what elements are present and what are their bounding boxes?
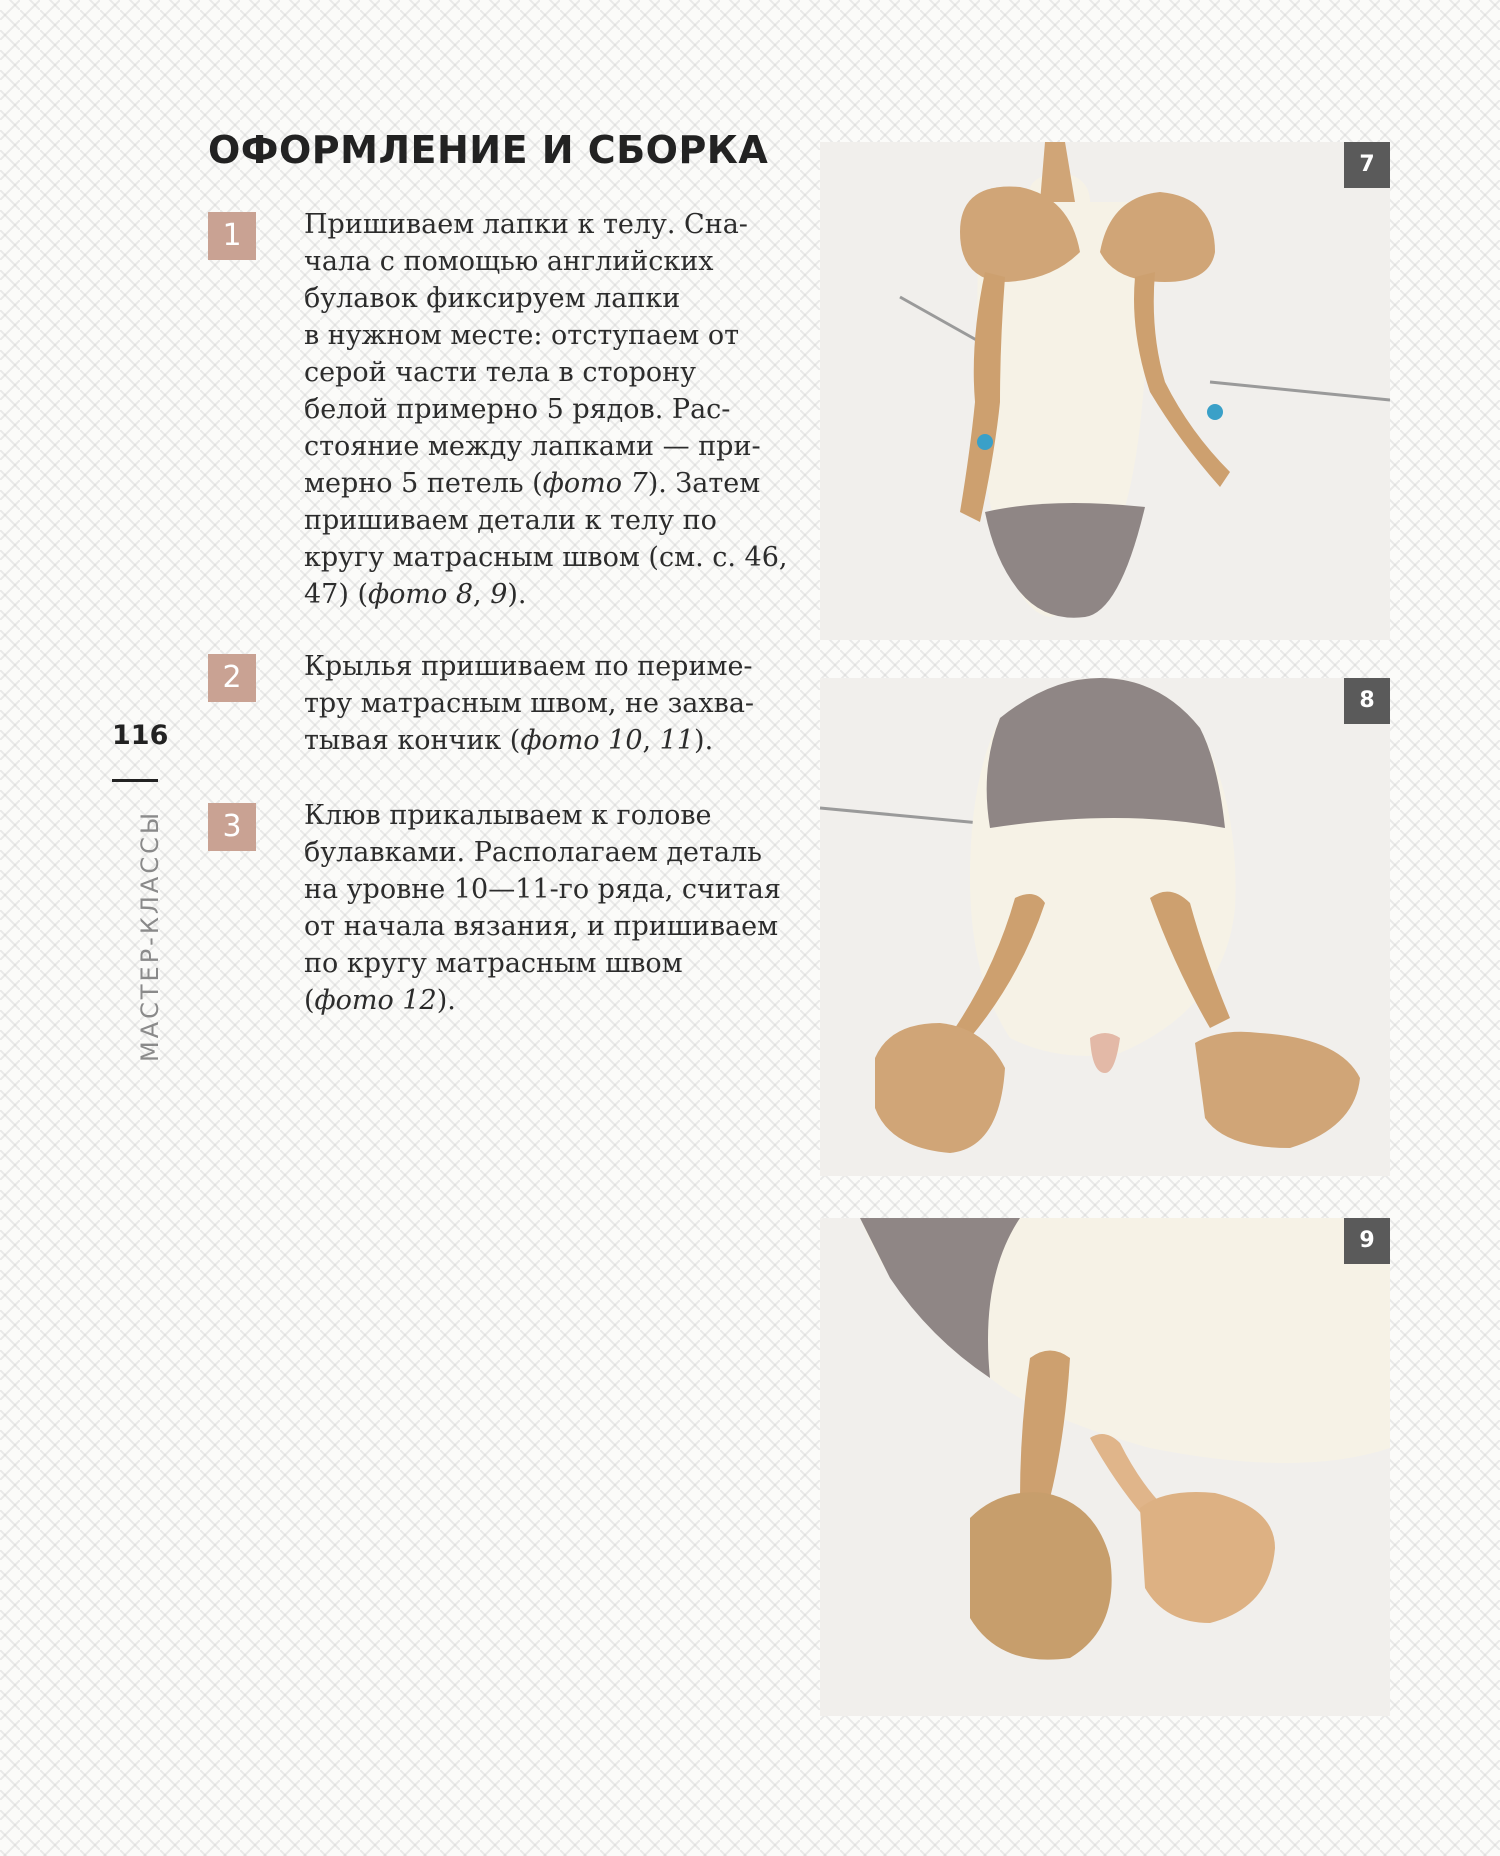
page-number: 116 [112,720,169,751]
knitted-legs-side-view-image [820,1218,1390,1716]
step-number-badge: 3 [208,803,256,851]
photo-7 [820,142,1390,640]
knitted-body-with-sewn-legs-image [820,678,1390,1176]
photo-number-badge: 7 [1344,142,1390,188]
knitted-body-with-pinned-legs-image [820,142,1390,640]
step-text: Крылья пришиваем по периме- тру матрасным швом, не захва- тывая кончик (фото 10, 11). [304,651,755,756]
section-label: МАСТЕР-КЛАССЫ [136,809,164,1062]
step-number-badge: 2 [208,654,256,702]
step-text: Клюв прикалываем к голове булавками. Располагаем деталь на уровне 10—11-го ряда, считая от начала вязания, и пришиваем по кругу матрасным швом (фото 12). [304,800,781,1016]
photo-9 [820,1218,1390,1716]
page-heading: ОФОРМЛЕНИЕ И СБОРКА [208,128,769,172]
photo-8 [820,678,1390,1176]
step-number-badge: 1 [208,212,256,260]
page-number-rule [112,779,158,782]
step-text: Пришиваем лапки к телу. Сна- чала с помощью английских булавок фиксируем лапки в нужном месте: отступаем от серой части тела в сторону белой примерно 5 рядов. Рас- стояние между лапками — при- мерно 5 петель (фото 7). Затем пришиваем детали к телу по кругу матрасным швом (см. с. 46, 47) (фото 8, 9). [304,209,788,610]
photo-number-badge: 9 [1344,1218,1390,1264]
photo-number-badge: 8 [1344,678,1390,724]
